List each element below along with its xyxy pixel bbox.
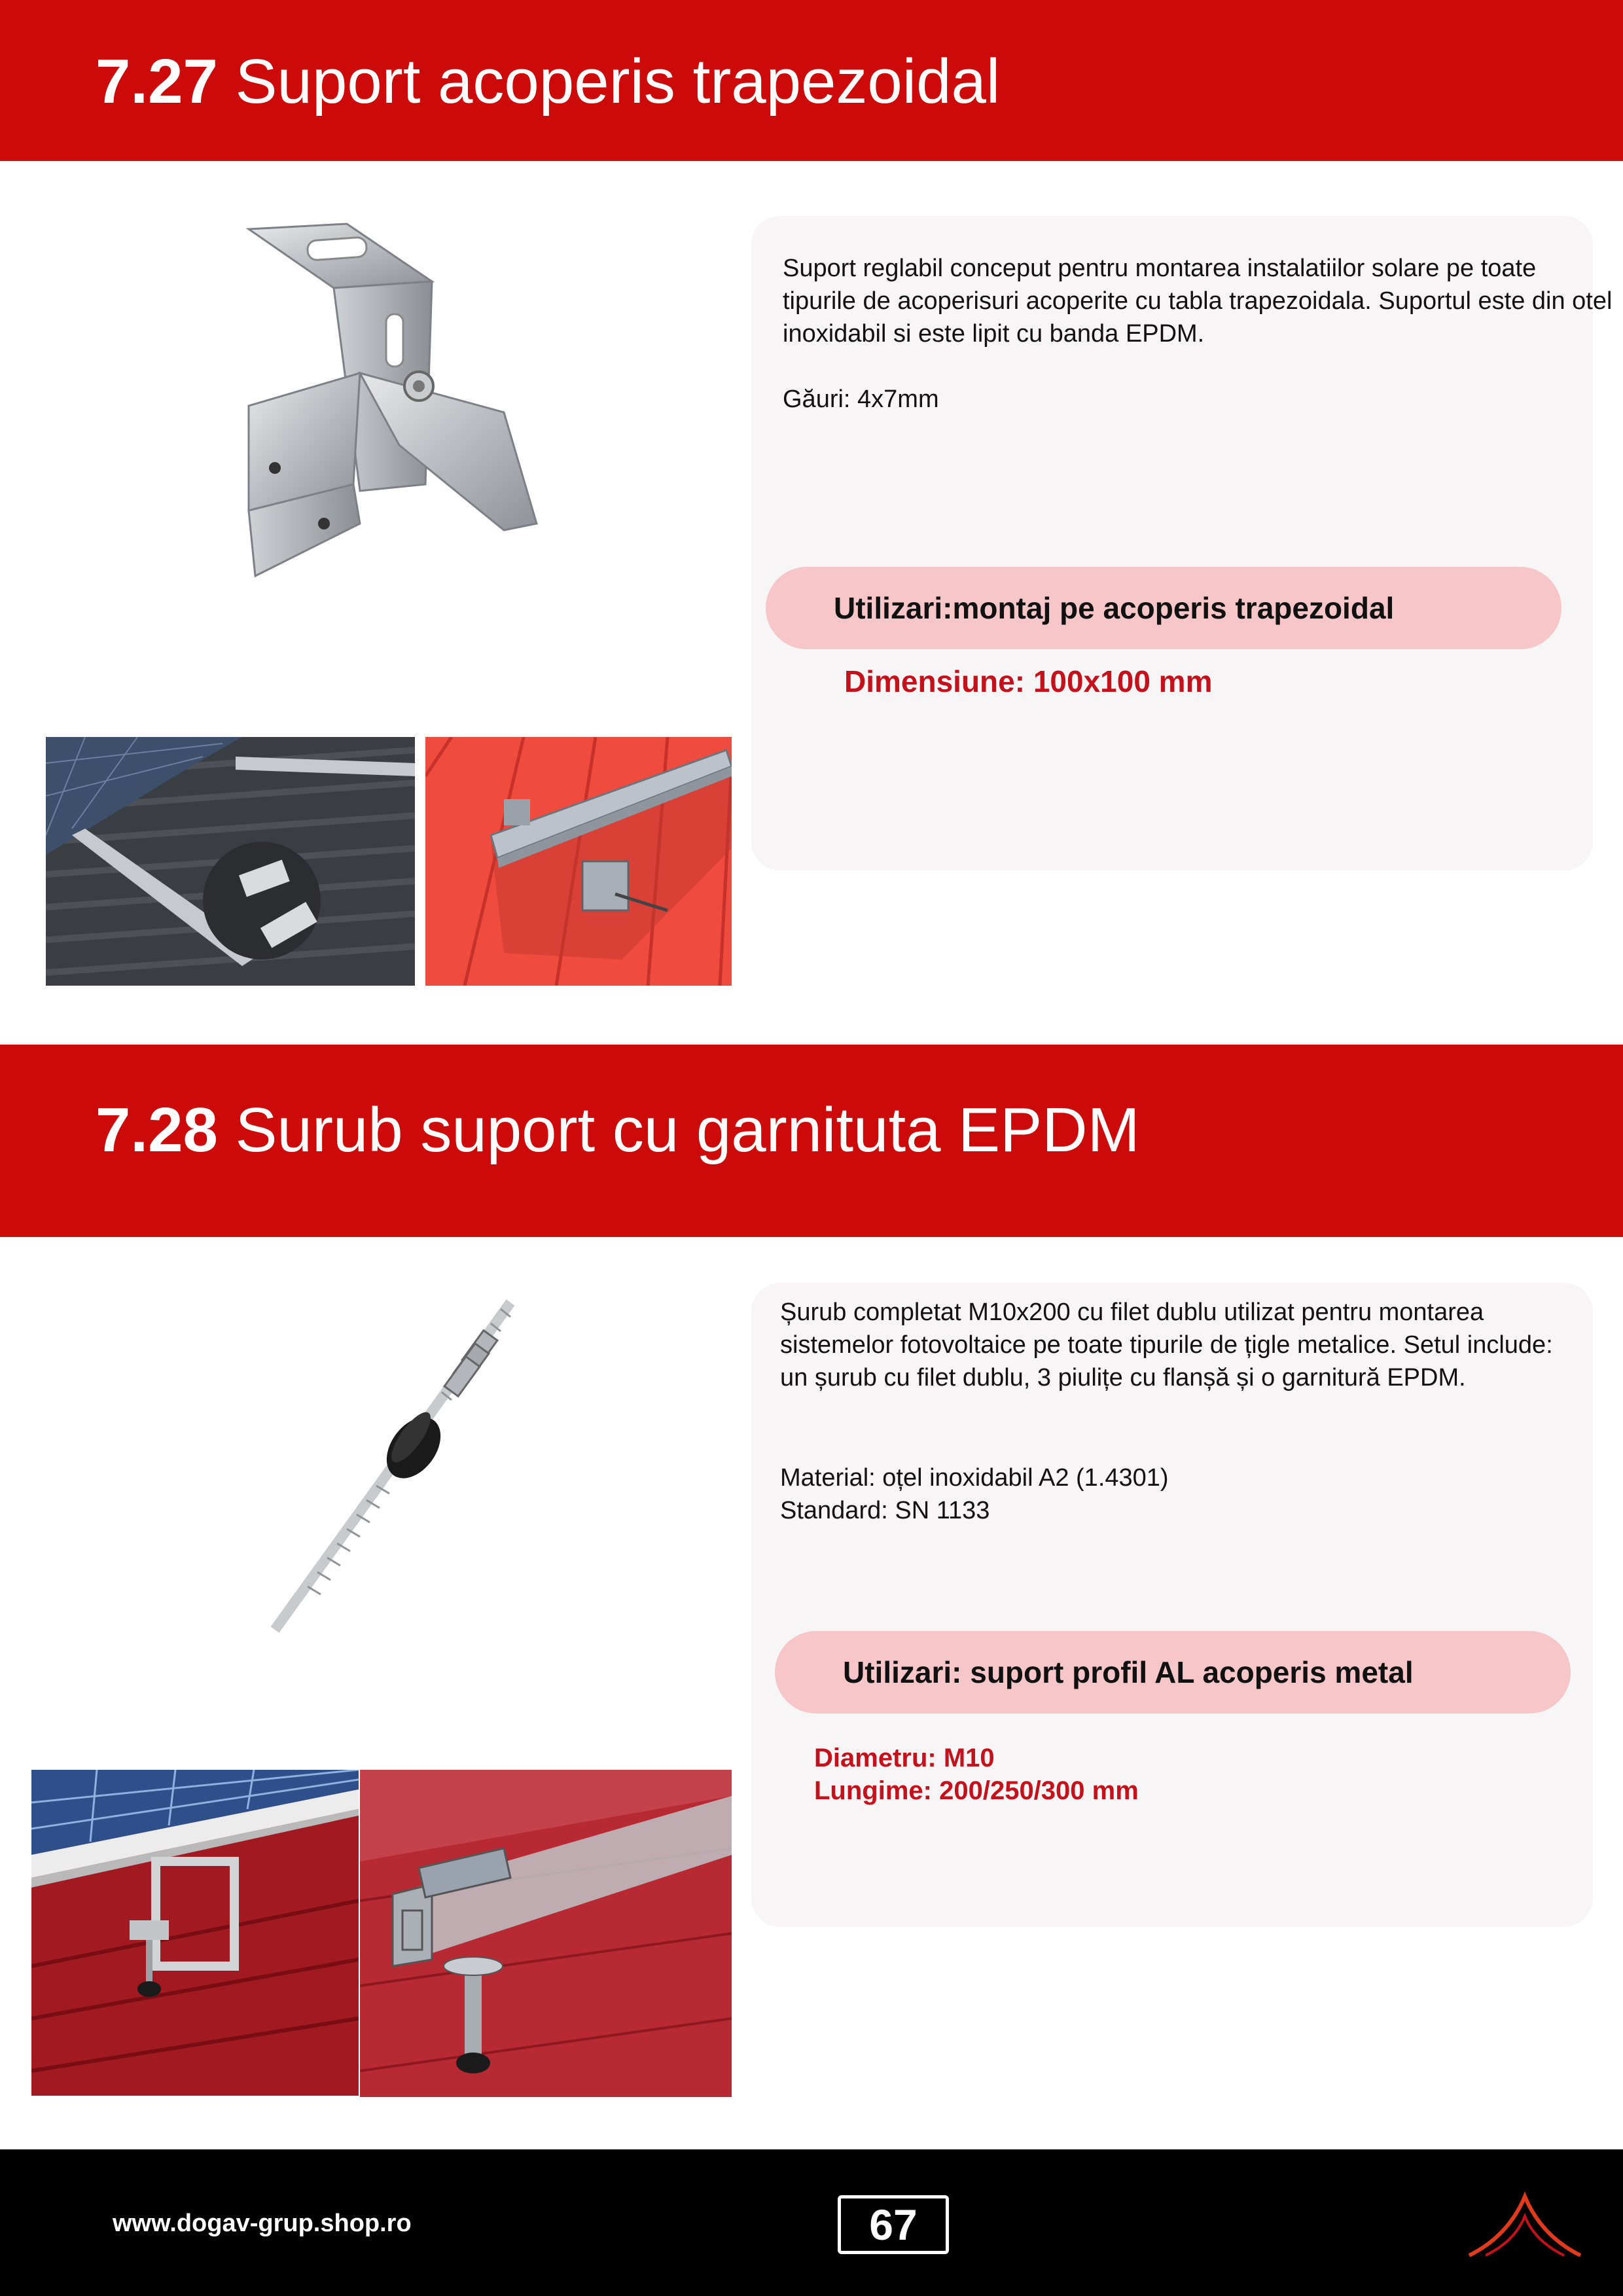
section-2-description: Șurub completat M10x200 cu filet dublu utilizat pentru montarea sistemelor fotovoltaice pe toate tipurile de țigle metalice. Setul include: un șurub cu filet dublu, 3 piulițe cu flanșă și o garnitură EPDM.	[780, 1299, 1553, 1391]
section-2-title-text: Surub suport cu garnituta EPDM	[235, 1095, 1140, 1165]
section-2-length: Lungime: 200/250/300 mm	[814, 1776, 1139, 1805]
footer-website-link[interactable]: www.dogav-grup.shop.ro	[113, 2210, 412, 2237]
section-2-number: 7.28	[96, 1095, 218, 1165]
section-1-usage-text: Utilizari:montaj pe acoperis trapezoidal	[834, 591, 1395, 625]
section-2-title	[96, 1094, 1140, 1166]
section-1-dimension: Dimensiune: 100x100 mm	[844, 664, 1213, 698]
section-1-holes: Găuri: 4x7mm	[783, 386, 939, 413]
section-2-usage-text: Utilizari: suport profil AL acoperis metal	[843, 1655, 1414, 1689]
footer	[0, 2149, 1623, 2296]
page-number: 67	[838, 2195, 949, 2254]
section-1-installation-photo-red-roof	[425, 737, 732, 986]
section-2-material: Material: oțel inoxidabil A2 (1.4301)	[780, 1464, 1169, 1492]
section-2-diameter: Diametru: M10	[814, 1744, 995, 1772]
hanger-bolt-image	[229, 1283, 556, 1636]
trapezoidal-bracket-image	[229, 209, 569, 589]
section-1-title-text: Suport acoperis trapezoidal	[235, 46, 1001, 117]
section-2-banner	[0, 1045, 1623, 1237]
section-2-installation-photo-panels	[31, 1770, 359, 2096]
section-2-standard: Standard: SN 1133	[780, 1497, 990, 1524]
section-1-usage-pill	[766, 567, 1561, 649]
company-logo-icon	[1463, 2190, 1587, 2262]
section-1-description: Suport reglabil conceput pentru montarea instalatiilor solare pe toate tipurile de acoperisuri acoperite cu tabla trapezoidala. Suportul este din otel inoxidabil si este lipit cu banda EPDM.	[783, 255, 1613, 348]
section-1-title	[96, 46, 1000, 118]
section-1-banner	[0, 0, 1623, 161]
section-1-installation-photo-dark-roof	[46, 737, 415, 986]
section-2-usage-pill	[775, 1631, 1571, 1713]
section-1-number: 7.27	[96, 46, 218, 117]
section-2-installation-photo-rail	[360, 1770, 732, 2097]
